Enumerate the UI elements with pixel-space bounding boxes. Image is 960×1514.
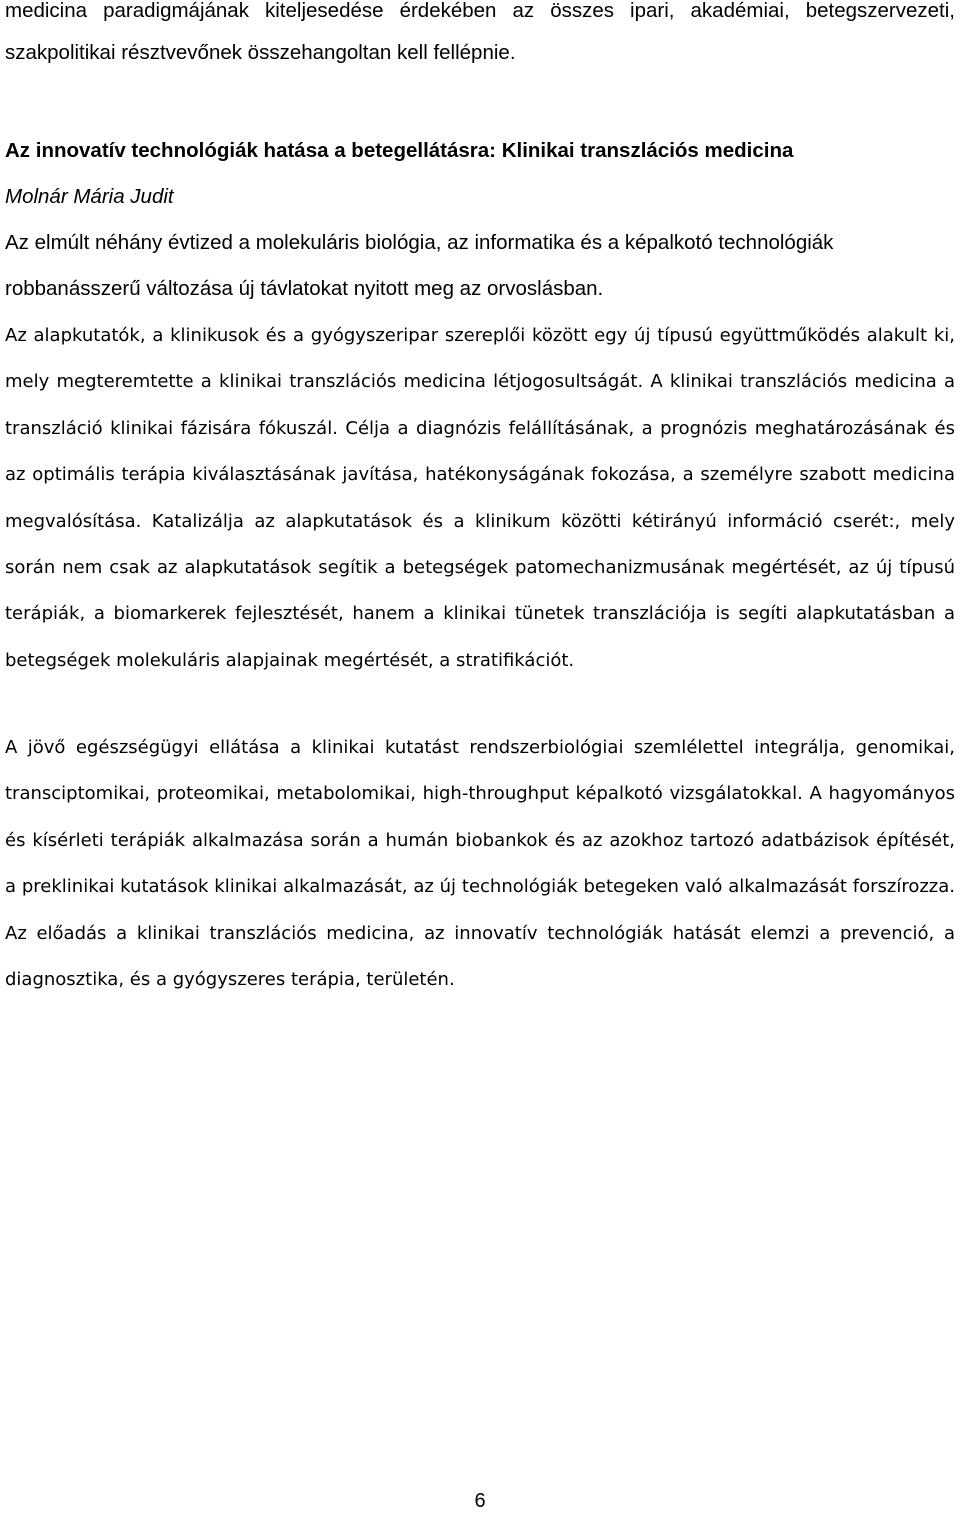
author-name: Molnár Mária Judit [5, 185, 174, 208]
page-number: 6 [474, 1490, 486, 1512]
abstract-paragraph-3: A jövő egészségügyi ellátása a klinikai kutatást rendszerbiológiai szemlélettel integrálja, genomikai, transciptomikai, proteomikai, metabolomikai, high-throughput képalkotó vizsgálatokkal. A hagyományos és kísérleti terápiák alkalmazása során a humán biobankok és az azokhoz tartozó adatbázisok építését, a preklinikai kutatások klinikai alkalmazását, az új technológiák betegeken való alkalmazását forszírozza. Az előadás a klinikai transzlációs medicina, az innovatív technológiák hatását elemzi a prevenció, a diagnosztika, és a gyógyszeres terápia, területén. [5, 737, 955, 991]
intro-continuation-paragraph: medicina paradigmájának kiteljesedése érdekében az összes ipari, akadémiai, betegszervezeti, szakpolitikai résztvevőnek összehangoltan kell fellépnie. [5, 0, 955, 64]
abstract-paragraph-1: Az elmúlt néhány évtized a molekuláris biológia, az informatika és a képalkotó technológiák robbanásszerű változása új távlatokat nyitott meg az orvoslásban. [5, 231, 834, 300]
abstract-paragraph-2: Az alapkutatók, a klinikusok és a gyógyszeripar szereplői között egy új típusú együttműködés alakult ki, mely megteremtette a klinikai transzlációs medicina létjogosultságát. A klinikai transzlációs medicina a transzláció klinikai fázisára fókuszál. Célja a diagnózis felállításának, a prognózis meghatározásának és az optimális terápia kiválasztásának javítása, hatékonyságának fokozása, a személyre szabott medicina megvalósítása. Katalizálja az alapkutatások és a klinikum közötti kétirányú információ cserét:, mely során nem csak az alapkutatások segítik a betegségek patomechanizmusának megértését, az új típusú terápiák, a biomarkerek fejlesztését, hanem a klinikai tünetek transzlációja is segíti alapkutatásban a betegségek molekuláris alapjainak megértését, a stratifikációt. [5, 325, 955, 671]
article-title: Az innovatív technológiák hatása a betegellátásra: Klinikai transzlációs medicina [5, 139, 794, 162]
